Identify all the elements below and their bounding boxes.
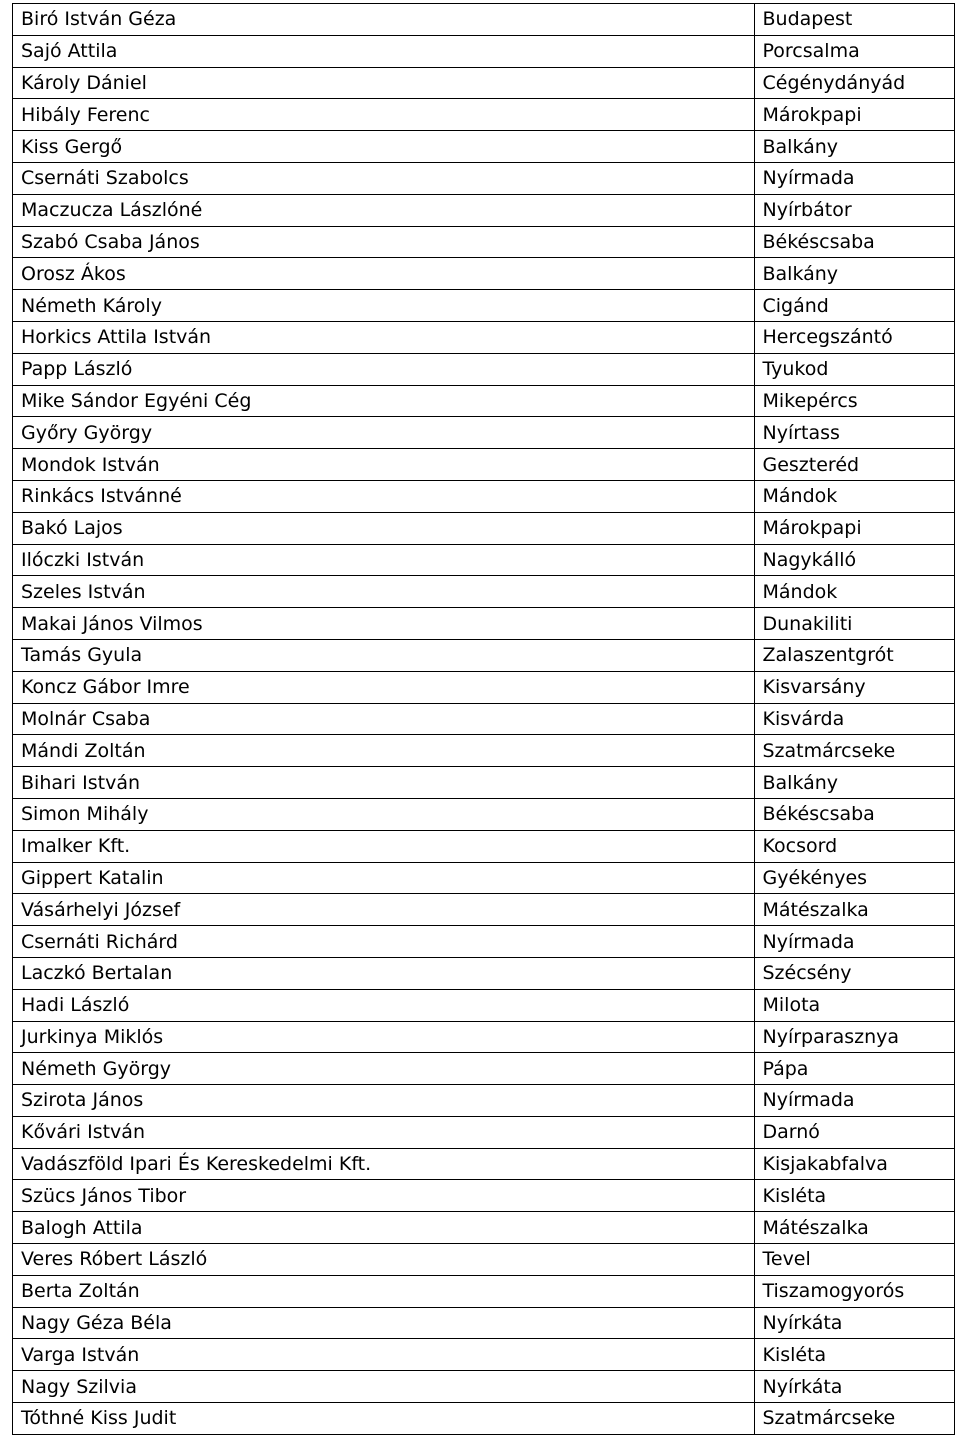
table-row (13, 131, 955, 163)
table-row (13, 1180, 955, 1212)
city-cell: Nyírmada (754, 1085, 955, 1117)
city-cell: Márokpapi (754, 99, 955, 131)
name-cell: Horkics Attila István (13, 321, 755, 353)
city-cell: Darnó (754, 1116, 955, 1148)
table-row (13, 449, 955, 481)
city-cell: Kocsord (754, 830, 955, 862)
name-cell: Molnár Csaba (13, 703, 755, 735)
name-cell: Koncz Gábor Imre (13, 671, 755, 703)
city-cell: Mátészalka (754, 1212, 955, 1244)
city-cell: Geszteréd (754, 449, 955, 481)
table-row (13, 162, 955, 194)
city-cell: Mikepércs (754, 385, 955, 417)
city-cell: Tiszamogyorós (754, 1275, 955, 1307)
table-row (13, 4, 955, 36)
name-cell: Rinkács Istvánné (13, 480, 755, 512)
city-cell: Budapest (754, 4, 955, 36)
table-row (13, 321, 955, 353)
table-row (13, 1053, 955, 1085)
table-row (13, 1339, 955, 1371)
name-cell: Jurkinya Miklós (13, 1021, 755, 1053)
table-row (13, 1148, 955, 1180)
city-cell: Kisléta (754, 1180, 955, 1212)
city-cell: Zalaszentgrót (754, 639, 955, 671)
table-row (13, 290, 955, 322)
city-cell: Kisléta (754, 1339, 955, 1371)
city-cell: Gyékényes (754, 862, 955, 894)
city-cell: Nyírtass (754, 417, 955, 449)
name-cell: Németh Károly (13, 290, 755, 322)
name-cell: Mondok István (13, 449, 755, 481)
city-cell: Milota (754, 989, 955, 1021)
name-cell: Berta Zoltán (13, 1275, 755, 1307)
table-row (13, 608, 955, 640)
table-row (13, 830, 955, 862)
names-cities-table (12, 3, 955, 1435)
city-cell: Szatmárcseke (754, 735, 955, 767)
table-row (13, 926, 955, 958)
table-row (13, 957, 955, 989)
city-cell: Balkány (754, 258, 955, 290)
name-cell: Mándi Zoltán (13, 735, 755, 767)
table-row (13, 1371, 955, 1403)
table-row (13, 1307, 955, 1339)
name-cell: Varga István (13, 1339, 755, 1371)
city-cell: Kisjakabfalva (754, 1148, 955, 1180)
city-cell: Nagykálló (754, 544, 955, 576)
city-cell: Mátészalka (754, 894, 955, 926)
name-cell: Szirota János (13, 1085, 755, 1117)
city-cell: Nyírmada (754, 926, 955, 958)
table-row (13, 767, 955, 799)
name-cell: Simon Mihály (13, 798, 755, 830)
table-row (13, 639, 955, 671)
city-cell: Kisvárda (754, 703, 955, 735)
table-row (13, 35, 955, 67)
table-row (13, 512, 955, 544)
city-cell: Nyírmada (754, 162, 955, 194)
name-cell: Mike Sándor Egyéni Cég (13, 385, 755, 417)
name-cell: Győry György (13, 417, 755, 449)
name-cell: Csernáti Szabolcs (13, 162, 755, 194)
table-row (13, 544, 955, 576)
city-cell: Dunakiliti (754, 608, 955, 640)
name-cell: Hadi László (13, 989, 755, 1021)
table-row (13, 1244, 955, 1276)
city-cell: Kisvarsány (754, 671, 955, 703)
name-cell: Veres Róbert László (13, 1244, 755, 1276)
name-cell: Orosz Ákos (13, 258, 755, 290)
table-row (13, 1085, 955, 1117)
city-cell: Pápa (754, 1053, 955, 1085)
table-row (13, 67, 955, 99)
name-cell: Kiss Gergő (13, 131, 755, 163)
city-cell: Nyírbátor (754, 194, 955, 226)
name-cell: Németh György (13, 1053, 755, 1085)
name-cell: Tóthné Kiss Judit (13, 1403, 755, 1435)
table-row (13, 1212, 955, 1244)
name-cell: Maczucza Lászlóné (13, 194, 755, 226)
table-row (13, 798, 955, 830)
table-row (13, 258, 955, 290)
name-cell: Nagy Géza Béla (13, 1307, 755, 1339)
table-row (13, 735, 955, 767)
city-cell: Nyírkáta (754, 1307, 955, 1339)
city-cell: Cigánd (754, 290, 955, 322)
table-row (13, 417, 955, 449)
table-row (13, 385, 955, 417)
name-cell: Vadászföld Ipari És Kereskedelmi Kft. (13, 1148, 755, 1180)
name-cell: Nagy Szilvia (13, 1371, 755, 1403)
city-cell: Nyírparasznya (754, 1021, 955, 1053)
name-cell: Ilóczki István (13, 544, 755, 576)
city-cell: Békéscsaba (754, 226, 955, 258)
name-cell: Gippert Katalin (13, 862, 755, 894)
name-cell: Makai János Vilmos (13, 608, 755, 640)
city-cell: Szatmárcseke (754, 1403, 955, 1435)
table-row (13, 862, 955, 894)
name-cell: Kővári István (13, 1116, 755, 1148)
city-cell: Cégénydányád (754, 67, 955, 99)
city-cell: Mándok (754, 576, 955, 608)
name-cell: Szabó Csaba János (13, 226, 755, 258)
city-cell: Tevel (754, 1244, 955, 1276)
table-row (13, 1275, 955, 1307)
city-cell: Tyukod (754, 353, 955, 385)
table-row (13, 576, 955, 608)
name-cell: Imalker Kft. (13, 830, 755, 862)
city-cell: Mándok (754, 480, 955, 512)
name-cell: Szücs János Tibor (13, 1180, 755, 1212)
table-row (13, 1116, 955, 1148)
table-row (13, 353, 955, 385)
city-cell: Balkány (754, 767, 955, 799)
table-row (13, 1403, 955, 1435)
table-row (13, 1021, 955, 1053)
name-cell: Hibály Ferenc (13, 99, 755, 131)
name-cell: Vásárhelyi József (13, 894, 755, 926)
table-row (13, 703, 955, 735)
name-cell: Csernáti Richárd (13, 926, 755, 958)
city-cell: Márokpapi (754, 512, 955, 544)
table-row (13, 989, 955, 1021)
name-cell: Biró István Géza (13, 4, 755, 36)
name-cell: Károly Dániel (13, 67, 755, 99)
name-cell: Bihari István (13, 767, 755, 799)
city-cell: Nyírkáta (754, 1371, 955, 1403)
city-cell: Hercegszántó (754, 321, 955, 353)
table-row (13, 894, 955, 926)
name-cell: Balogh Attila (13, 1212, 755, 1244)
city-cell: Békéscsaba (754, 798, 955, 830)
table-row (13, 480, 955, 512)
table-row (13, 99, 955, 131)
name-cell: Sajó Attila (13, 35, 755, 67)
name-cell: Papp László (13, 353, 755, 385)
table-row (13, 226, 955, 258)
name-cell: Bakó Lajos (13, 512, 755, 544)
table-row (13, 194, 955, 226)
table-body (13, 4, 955, 1435)
city-cell: Szécsény (754, 957, 955, 989)
name-cell: Laczkó Bertalan (13, 957, 755, 989)
name-cell: Tamás Gyula (13, 639, 755, 671)
city-cell: Balkány (754, 131, 955, 163)
city-cell: Porcsalma (754, 35, 955, 67)
table-row (13, 671, 955, 703)
name-cell: Szeles István (13, 576, 755, 608)
